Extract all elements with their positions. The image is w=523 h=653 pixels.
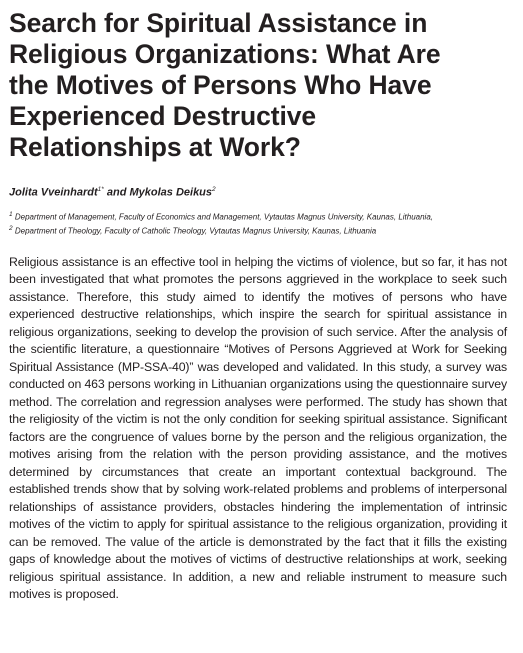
affiliation-number: 2 [9, 225, 13, 233]
author-affiliation-marker: 2 [212, 186, 216, 193]
abstract-text: Religious assistance is an effective tool in helping the victims of violence, but so far, it has not been investigated that what promotes the persons aggrieved in the workplace to seek such assistance. Therefore, this study aimed to identify the motives of persons who have experienced destructive relationships, which inspire the search for spiritual assistance in religious organizations, seeking to develop the provision of such service. After the analysis of the scientific literature, a questionnaire “Motives of Persons Aggrieved at Work for Seeking Spiritual Assistance (MP-SSA-40)” was developed and validated. In this study, a survey was conducted on 463 persons working in Lithuanian organizations using the questionnaire survey method. The correlation and regression analyses were performed. The study has shown that the religiosity of the victim is not the only condition for seeking spiritual assistance. Significant factors are the congruence of values borne by the person and the religious organization, the motives arising from the relation with the person providing assistance, and the motives determined by circumstances that create an important contextual background. The established trends show that by solving work-related problems and problems of interpersonal relationships of assistance providers, obstacles hindering the implementation of intrinsic motives of the victim to apply for spiritual assistance to the religious organization, providing it can be removed. The value of the article is demonstrated by the fact that it fills the existing gaps of knowledge about the motives of victims of destructive relationships at work, seeking religious spiritual assistance. In addition, a new and reliable instrument to measure such motives is proposed. [9, 254, 507, 602]
author-connector: and [106, 186, 127, 199]
title-line: the Motives of Persons Who Have [9, 70, 432, 100]
article-page [9, 8, 507, 616]
affiliation-text: Department of Theology, Faculty of Catholic Theology, Vytautas Magnus University, Kaunas, Lithuania [14, 226, 377, 236]
author-affiliation-marker: 1* [97, 186, 104, 193]
affiliations [9, 209, 507, 238]
title-line: Religious Organizations: What Are [9, 39, 441, 69]
title-line: Search for Spiritual Assistance in [9, 8, 428, 38]
author-name[interactable]: Jolita Vveinhardt [9, 186, 98, 199]
affiliation-item [9, 209, 507, 224]
author-list [9, 183, 507, 200]
affiliation-text: Department of Management, Faculty of Economics and Management, Vytautas Magnus University, Kaunas, Lithuania, [14, 212, 434, 222]
affiliation-number: 1 [9, 210, 13, 218]
article-title [9, 8, 507, 163]
title-line: Relationships at Work? [9, 132, 301, 162]
affiliation-item [9, 223, 507, 238]
author-name[interactable]: Mykolas Deikus [129, 186, 213, 199]
title-line: Experienced Destructive [9, 101, 317, 131]
